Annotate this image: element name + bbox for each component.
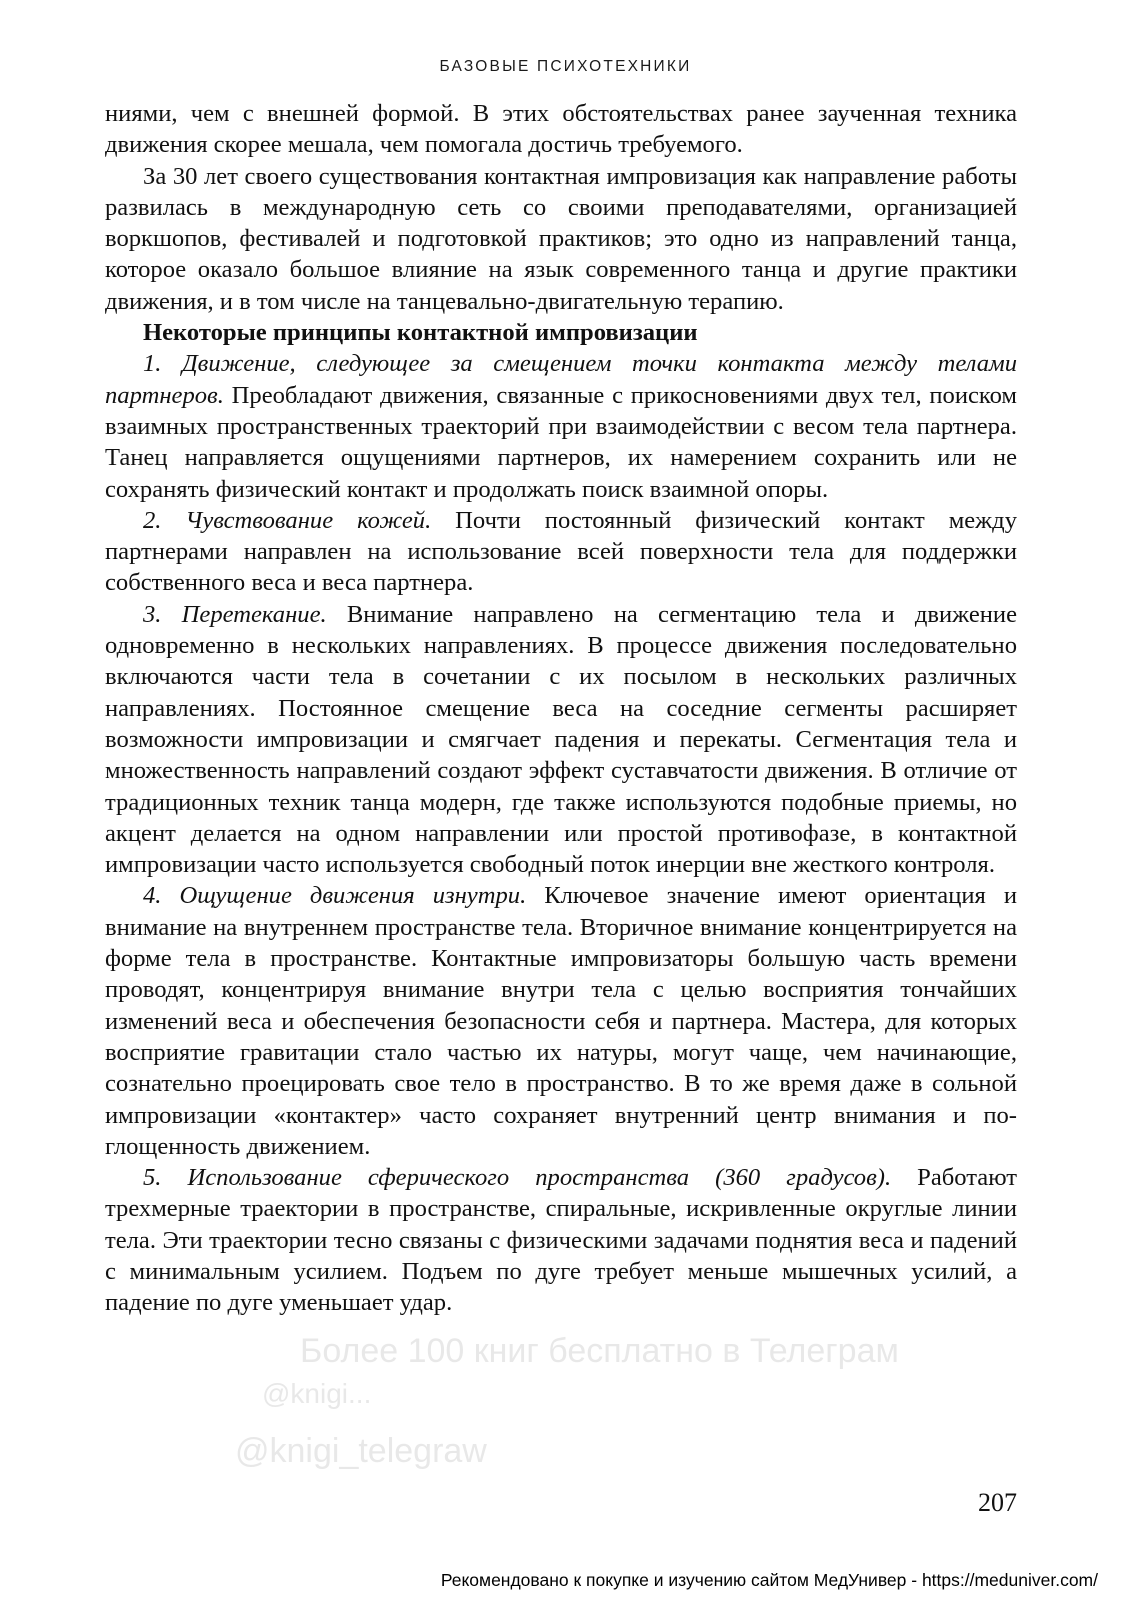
page-number: 207 xyxy=(978,1488,1017,1517)
watermark-promo: Более 100 книг бесплатно в Телеграм xyxy=(300,1332,899,1370)
running-head: БАЗОВЫЕ ПСИХОТЕХНИКИ xyxy=(439,58,692,75)
paragraph-continuation: ниями, чем с внешней формой. В этих обстоятельствах ранее заученная техника движения скорее мешала, чем помогала достичь требуемого. xyxy=(105,100,1017,159)
principle-2 xyxy=(105,505,1017,599)
principle-1-text: Преобладают движения, связанные с прикосновениями двух тел, поиском взаимных пространственных траекторий при взаимодействии с весом тела партнера. Танец направляется ощущениями партнеров, их намерением сохранить или не сохранять физический контакт и продолжать поиск взаимной опоры. xyxy=(105,381,1017,503)
principle-5-title: 5. Использование сферического пространства (360 градусов). xyxy=(143,1164,892,1192)
footer-recommendation: Рекомендовано к покупке и изучению сайтом МедУнивер - https://meduniver.com/ xyxy=(440,1570,1098,1590)
principle-5 xyxy=(105,1162,1017,1318)
principle-5-text: Работают трехмерные траектории в пространстве, спиральные, искривленные округлые линии тела. Эти траектории тесно связаны с физическими задачами поднятия веса и падений с минимальным усилием. Подъем по дуге требует меньше мышечных усилий, а падение по дуге уменьшает удар. xyxy=(105,1164,1017,1317)
section-heading: Некоторые принципы контактной импровизации xyxy=(143,319,698,347)
principle-3-title: 3. Перетекание. xyxy=(143,600,327,628)
paragraph-contact-improvisation-history: За 30 лет своего существования контактная импровизация как направление работы развилась в международную сеть со своими преподавателями, организацией воркшопов, фестивалей и подготовкой практиков; это одно из направлений танца, которое оказало большое влияние на язык современного танца и другие практики движения, и в том числе на танцевально-двигательную терапию. xyxy=(105,162,1017,315)
principle-2-text: Почти постоянный физический контакт между партнерами направлен на использование всей поверхности тела для поддержки собственного веса и веса партнера. xyxy=(105,506,1017,597)
watermark-handle-short: @knigi... xyxy=(262,1378,372,1409)
principle-3 xyxy=(105,599,1017,881)
principle-1-title: 1. Движение, следующее за смещением точки контакта между телами партнеров. xyxy=(105,350,1017,409)
principle-2-title: 2. Чувствование кожей. xyxy=(143,506,432,534)
principle-3-text: Внимание направлено на сегментацию тела и движение одновременно в нескольких направлениях. В процессе движения последовательно включаются части тела в сочетании с их посылом в нескольких различных направлениях. Постоянное смещение веса на соседние сегменты расширяет возможности импровизации и смягчает падения и перекаты. Сегментация тела и множественность направлений создают эффект суставчатости движения. В отличие от традиционных техник танца модерн, где также используются подобные приемы, но акцент делается на одном направлении или простой противофазе, в контактной импровизации часто используется свободный поток инерции вне жесткого контроля. xyxy=(105,600,1017,879)
principle-4 xyxy=(105,880,1017,1162)
principle-4-text: Ключевое значение имеют ориентация и внимание на внутреннем пространстве тела. Вторичное внимание концентрируется на форме тела в пространстве. Контактные импровизаторы большую часть времени проводят, концентрируя внимание внутри тела с целью восприятия тончайших изменений веса и обеспечения безопасности себя и партнера. Мастера, для которых восприятие гравитации стало частью их натуры, могут чаще, чем начинающие, сознательно проецировать свое тело в пространство. В то же время даже в сольной импровизации «контактер» часто сохраняет внутренний центр внимания и поглощенность движением. xyxy=(105,882,1017,1160)
body-text xyxy=(105,98,1017,1319)
watermark-handle: @knigi_telegraw xyxy=(235,1432,487,1470)
principle-1 xyxy=(105,348,1017,504)
principle-4-title: 4. Ощущение движения изнутри. xyxy=(143,882,527,910)
